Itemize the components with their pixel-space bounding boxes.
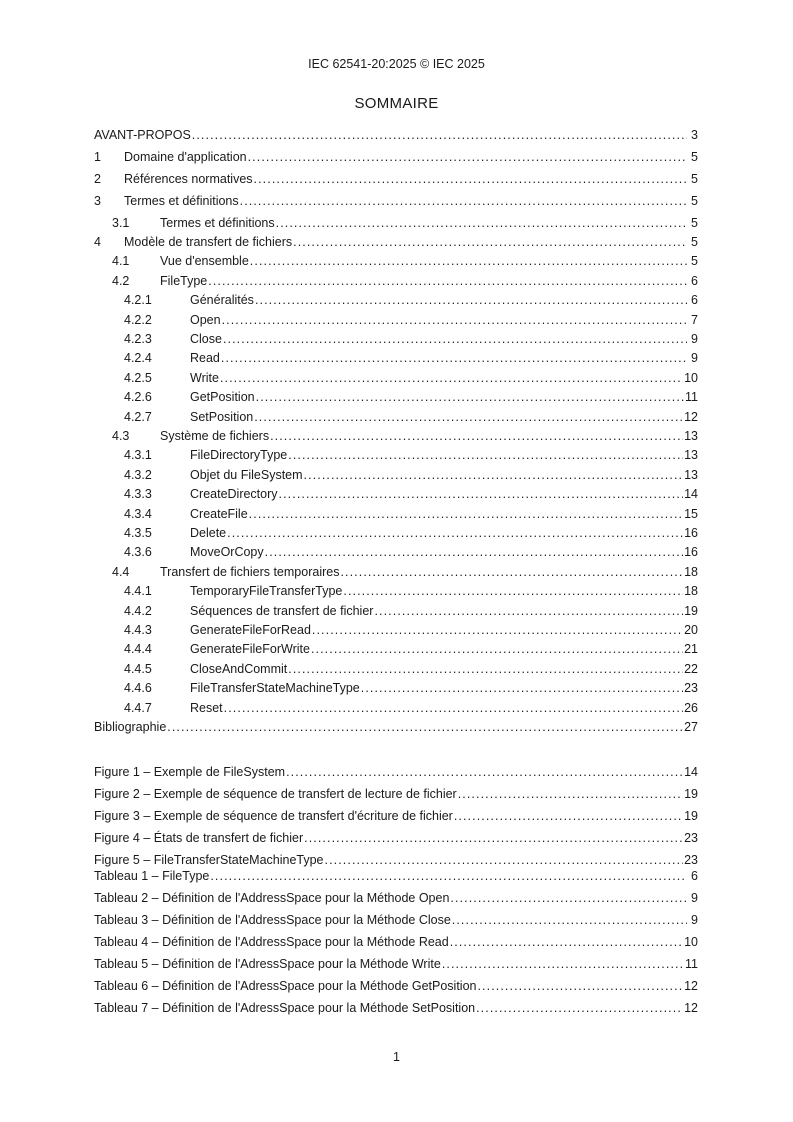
- entry-page: 9: [691, 913, 698, 927]
- entry-label: Figure 1 – Exemple de FileSystem: [94, 765, 286, 779]
- dot-leader: [270, 428, 683, 444]
- entry-page: 19: [684, 787, 698, 801]
- dot-leader: [288, 447, 683, 463]
- dot-leader: [304, 467, 684, 483]
- entry-label: Open: [190, 313, 221, 327]
- entry-label: Domaine d'application: [124, 150, 247, 164]
- entry-page: 22: [684, 662, 698, 676]
- entry-label: Généralités: [190, 293, 254, 307]
- entry-number: 4.4.1: [124, 584, 152, 598]
- entry-page: 18: [684, 565, 698, 579]
- toc-entry[interactable]: [124, 603, 698, 619]
- entry-page: 12: [684, 979, 698, 993]
- entry-page: 5: [691, 216, 698, 230]
- dot-leader: [450, 934, 683, 950]
- dot-leader: [220, 370, 683, 386]
- dot-leader: [221, 350, 687, 366]
- entry-page: 20: [684, 623, 698, 637]
- figure-entry[interactable]: [94, 808, 698, 824]
- table-entry[interactable]: [94, 1000, 698, 1016]
- toc-entry[interactable]: [124, 370, 698, 386]
- dot-leader: [374, 603, 683, 619]
- dot-leader: [167, 719, 683, 735]
- toc-entry[interactable]: [124, 292, 698, 308]
- entry-page: 9: [691, 351, 698, 365]
- toc-entry[interactable]: [124, 641, 698, 657]
- entry-number: 2: [94, 172, 101, 186]
- entry-page: 9: [691, 332, 698, 346]
- dot-leader: [454, 808, 683, 824]
- entry-number: 4.4.2: [124, 604, 152, 618]
- dot-leader: [208, 273, 687, 289]
- toc-entry[interactable]: [94, 171, 698, 187]
- toc-entry[interactable]: [94, 193, 698, 209]
- dot-leader: [293, 234, 687, 250]
- entry-label: MoveOrCopy: [190, 545, 264, 559]
- dot-leader: [476, 1000, 683, 1016]
- entry-label: Write: [190, 371, 219, 385]
- toc-entry[interactable]: [124, 680, 698, 696]
- dot-leader: [288, 661, 683, 677]
- entry-number: 4.4.6: [124, 681, 152, 695]
- toc-entry[interactable]: [124, 661, 698, 677]
- dot-leader: [325, 852, 684, 868]
- entry-label: TemporaryFileTransferType: [190, 584, 343, 598]
- entry-label: Close: [190, 332, 222, 346]
- entry-number: 4.2.3: [124, 332, 152, 346]
- entry-page: 9: [691, 891, 698, 905]
- dot-leader: [279, 486, 684, 502]
- toc-entry[interactable]: [112, 564, 698, 580]
- toc-entry[interactable]: [124, 525, 698, 541]
- entry-label: Tableau 6 – Définition de l'AdressSpace pour la Méthode GetPosition: [94, 979, 477, 993]
- entry-page: 14: [684, 487, 698, 501]
- entry-page: 5: [691, 172, 698, 186]
- entry-page: 6: [691, 274, 698, 288]
- toc-entry[interactable]: [94, 149, 698, 165]
- entry-label: CreateDirectory: [190, 487, 278, 501]
- dot-leader: [256, 389, 684, 405]
- entry-label: AVANT-PROPOS: [94, 128, 191, 142]
- dot-leader: [210, 868, 687, 884]
- dot-leader: [265, 544, 683, 560]
- entry-page: 5: [691, 150, 698, 164]
- entry-number: 3: [94, 194, 101, 208]
- entry-page: 5: [691, 254, 698, 268]
- dot-leader: [254, 171, 687, 187]
- dot-leader: [442, 956, 684, 972]
- toc-entry[interactable]: [124, 312, 698, 328]
- entry-label: Tableau 1 – FileType: [94, 869, 210, 883]
- toc-entry[interactable]: [124, 506, 698, 522]
- entry-number: 4.2: [112, 274, 130, 288]
- entry-label: GenerateFileForWrite: [190, 642, 310, 656]
- entry-number: 4: [94, 235, 101, 249]
- toc-entry[interactable]: [94, 234, 698, 250]
- entry-page: 15: [684, 507, 698, 521]
- entry-label: Figure 4 – États de transfert de fichier: [94, 831, 304, 845]
- entry-label: GenerateFileForRead: [190, 623, 311, 637]
- entry-number: 4.4.4: [124, 642, 152, 656]
- entry-page: 16: [684, 545, 698, 559]
- dot-leader: [248, 149, 687, 165]
- entry-label: FileType: [160, 274, 208, 288]
- dot-leader: [311, 641, 683, 657]
- table-entry[interactable]: [94, 912, 698, 928]
- dot-leader: [340, 564, 683, 580]
- toc-entry[interactable]: [112, 253, 698, 269]
- dot-leader: [240, 193, 687, 209]
- toc-entry[interactable]: [124, 544, 698, 560]
- entry-number: 4.3: [112, 429, 130, 443]
- toc-entry[interactable]: [124, 350, 698, 366]
- entry-page: 3: [691, 128, 698, 142]
- entry-label: FileDirectoryType: [190, 448, 288, 462]
- document-header: IEC 62541-20:2025 © IEC 2025: [308, 57, 485, 71]
- dot-leader: [458, 786, 683, 802]
- entry-label: Figure 5 – FileTransferStateMachineType: [94, 853, 324, 867]
- dot-leader: [222, 312, 687, 328]
- entry-number: 4.3.1: [124, 448, 152, 462]
- entry-label: Références normatives: [124, 172, 253, 186]
- entry-label: Tableau 3 – Définition de l'AddressSpace pour la Méthode Close: [94, 913, 451, 927]
- dot-leader: [286, 764, 683, 780]
- dot-leader: [227, 525, 683, 541]
- entry-number: 4.4.5: [124, 662, 152, 676]
- entry-page: 14: [684, 765, 698, 779]
- entry-page: 23: [684, 853, 698, 867]
- dot-leader: [250, 253, 687, 269]
- entry-number: 4.3.2: [124, 468, 152, 482]
- entry-page: 5: [691, 235, 698, 249]
- entry-label: Termes et définitions: [160, 216, 275, 230]
- entry-number: 1: [94, 150, 101, 164]
- entry-page: 16: [684, 526, 698, 540]
- figure-entry[interactable]: [94, 764, 698, 780]
- entry-label: Objet du FileSystem: [190, 468, 303, 482]
- dot-leader: [223, 331, 687, 347]
- entry-label: Tableau 5 – Définition de l'AdressSpace pour la Méthode Write: [94, 957, 441, 971]
- entry-page: 18: [684, 584, 698, 598]
- entry-label: Système de fichiers: [160, 429, 270, 443]
- entry-page: 12: [684, 410, 698, 424]
- table-entry[interactable]: [94, 934, 698, 950]
- toc-entry[interactable]: [112, 428, 698, 444]
- entry-page: 21: [684, 642, 698, 656]
- entry-label: Tableau 7 – Définition de l'AdressSpace pour la Méthode SetPosition: [94, 1001, 476, 1015]
- toc-entry[interactable]: [112, 215, 698, 231]
- toc-entry[interactable]: [94, 719, 698, 735]
- entry-number: 4.3.6: [124, 545, 152, 559]
- entry-label: CreateFile: [190, 507, 248, 521]
- entry-label: Read: [190, 351, 220, 365]
- figure-entry[interactable]: [94, 830, 698, 846]
- entry-page: 13: [684, 448, 698, 462]
- dot-leader: [312, 622, 683, 638]
- toc-entry[interactable]: [124, 447, 698, 463]
- dot-leader: [361, 680, 683, 696]
- dot-leader: [477, 978, 683, 994]
- entry-page: 5: [691, 194, 698, 208]
- entry-number: 4.4.7: [124, 701, 152, 715]
- dot-leader: [224, 700, 683, 716]
- entry-number: 4.2.6: [124, 390, 152, 404]
- entry-page: 6: [691, 869, 698, 883]
- entry-page: 13: [684, 429, 698, 443]
- entry-number: 4.3.5: [124, 526, 152, 540]
- toc-entry[interactable]: [124, 331, 698, 347]
- toc-entry[interactable]: [124, 583, 698, 599]
- entry-page: 27: [684, 720, 698, 734]
- entry-page: 23: [684, 831, 698, 845]
- entry-number: 4.2.4: [124, 351, 152, 365]
- page-title: SOMMAIRE: [354, 95, 439, 112]
- entry-label: Figure 3 – Exemple de séquence de transfert d'écriture de fichier: [94, 809, 453, 823]
- table-entry[interactable]: [94, 890, 698, 906]
- entry-page: 11: [685, 957, 698, 971]
- toc-entry[interactable]: [124, 389, 698, 405]
- dot-leader: [304, 830, 683, 846]
- entry-number: 4.1: [112, 254, 130, 268]
- dot-leader: [249, 506, 683, 522]
- entry-page: 19: [684, 809, 698, 823]
- entry-label: Delete: [190, 526, 227, 540]
- entry-label: Bibliographie: [94, 720, 167, 734]
- entry-label: Reset: [190, 701, 223, 715]
- toc-entry[interactable]: [124, 467, 698, 483]
- entry-number: 3.1: [112, 216, 130, 230]
- entry-number: 4.4: [112, 565, 130, 579]
- toc-entry[interactable]: [124, 409, 698, 425]
- table-entry[interactable]: [94, 956, 698, 972]
- toc-entry[interactable]: [112, 273, 698, 289]
- toc-entry[interactable]: [124, 486, 698, 502]
- entry-page: 11: [685, 390, 698, 404]
- toc-entry[interactable]: [124, 700, 698, 716]
- entry-page: 6: [691, 293, 698, 307]
- entry-page: 7: [691, 313, 698, 327]
- dot-leader: [450, 890, 687, 906]
- entry-page: 10: [684, 935, 698, 949]
- entry-label: GetPosition: [190, 390, 255, 404]
- entry-label: Tableau 2 – Définition de l'AddressSpace pour la Méthode Open: [94, 891, 450, 905]
- entry-label: Termes et définitions: [124, 194, 239, 208]
- toc-entry[interactable]: [94, 127, 698, 143]
- entry-number: 4.2.2: [124, 313, 152, 327]
- figure-entry[interactable]: [94, 852, 698, 868]
- entry-page: 19: [684, 604, 698, 618]
- dot-leader: [452, 912, 687, 928]
- entry-label: Figure 2 – Exemple de séquence de transfert de lecture de fichier: [94, 787, 457, 801]
- entry-number: 4.3.4: [124, 507, 152, 521]
- dot-leader: [255, 292, 687, 308]
- entry-number: 4.2.5: [124, 371, 152, 385]
- entry-number: 4.4.3: [124, 623, 152, 637]
- page-number: 1: [393, 1050, 400, 1064]
- entry-number: 4.2.7: [124, 410, 152, 424]
- entry-page: 10: [684, 371, 698, 385]
- table-entry[interactable]: [94, 978, 698, 994]
- entry-label: Vue d'ensemble: [160, 254, 249, 268]
- dot-leader: [192, 127, 687, 143]
- toc-entry[interactable]: [124, 622, 698, 638]
- entry-page: 13: [684, 468, 698, 482]
- entry-number: 4.3.3: [124, 487, 152, 501]
- entry-label: CloseAndCommit: [190, 662, 288, 676]
- entry-number: 4.2.1: [124, 293, 152, 307]
- entry-page: 26: [684, 701, 698, 715]
- figure-entry[interactable]: [94, 786, 698, 802]
- entry-page: 12: [684, 1001, 698, 1015]
- entry-label: FileTransferStateMachineType: [190, 681, 360, 695]
- entry-label: Modèle de transfert de fichiers: [124, 235, 293, 249]
- dot-leader: [343, 583, 683, 599]
- dot-leader: [276, 215, 687, 231]
- dot-leader: [254, 409, 683, 425]
- entry-label: Tableau 4 – Définition de l'AddressSpace pour la Méthode Read: [94, 935, 449, 949]
- entry-label: Transfert de fichiers temporaires: [160, 565, 340, 579]
- entry-label: SetPosition: [190, 410, 254, 424]
- entry-page: 23: [684, 681, 698, 695]
- entry-label: Séquences de transfert de fichier: [190, 604, 374, 618]
- table-entry[interactable]: [94, 868, 698, 884]
